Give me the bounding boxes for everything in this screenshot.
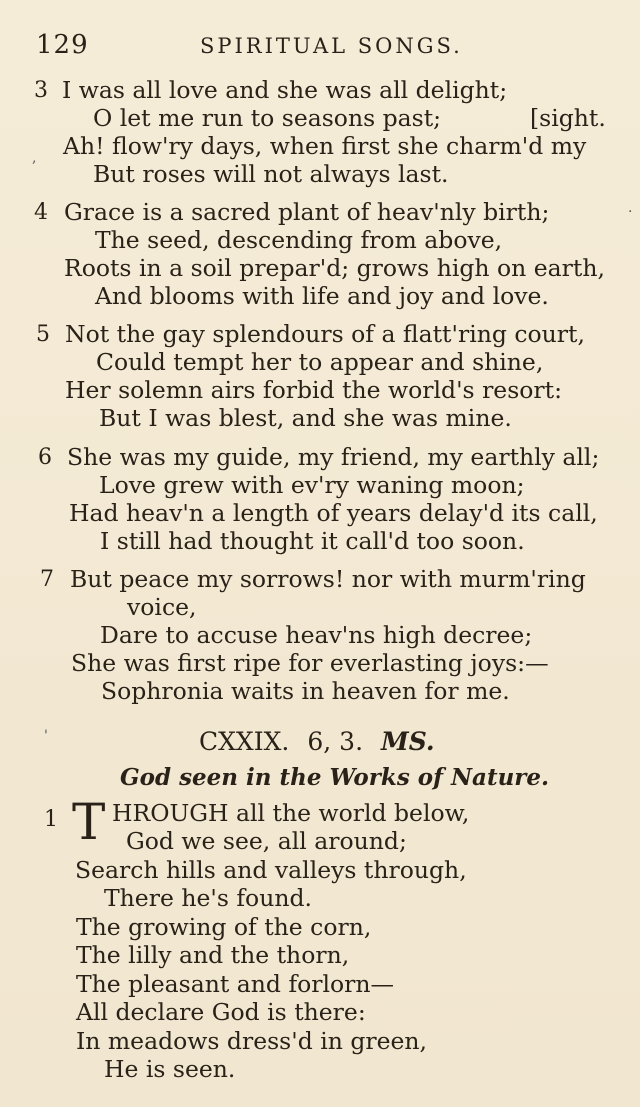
verse-line-turnover: voice,: [127, 593, 197, 621]
verse-line: Could tempt her to appear and shine,: [96, 348, 544, 376]
verse-line: Search hills and valleys through,: [75, 856, 467, 884]
verse-line: He is seen.: [104, 1055, 236, 1083]
verse-number: 7: [40, 567, 54, 592]
page-number: 129: [36, 30, 89, 60]
verse-number: 4: [34, 200, 48, 225]
verse-line: In meadows dress'd in green,: [76, 1027, 428, 1055]
verse-line: Ah! flow'ry days, when first she charm'd my: [63, 132, 587, 160]
verse-line: But peace my sorrows! nor with murm'ring: [70, 565, 586, 593]
verse-line-turnover: [sight.: [530, 104, 606, 132]
hymn-heading: [199, 727, 435, 756]
verse-line: Sophronia waits in heaven for me.: [101, 677, 510, 705]
verse-number: 3: [34, 78, 48, 103]
verse-line: Not the gay splendours of a flatt'ring court,: [65, 320, 585, 348]
verse-line: Had heav'n a length of years delay'd its call,: [69, 499, 598, 527]
hymn-number: CXXIX.: [199, 727, 290, 756]
verse-line: O let me run to seasons past;: [93, 104, 442, 132]
hymn-title: God seen in the Works of Nature.: [120, 764, 550, 791]
verse-number: 1: [44, 807, 58, 832]
verse-line: There he's found.: [104, 884, 312, 912]
verse-line: Love grew with ev'ry waning moon;: [99, 471, 525, 499]
verse-number: 5: [36, 322, 50, 347]
verse-line: She was first ripe for everlasting joys:—: [71, 649, 549, 677]
hymn-tune: MS.: [381, 727, 435, 756]
verse-line: Roots in a soil prepar'd; grows high on earth,: [64, 254, 605, 282]
verse-line: The pleasant and forlorn—: [76, 970, 395, 998]
drop-cap: T: [72, 793, 106, 851]
verse-line: Grace is a sacred plant of heav'nly birth;: [64, 198, 550, 226]
verse-line: The lilly and the thorn,: [76, 941, 350, 969]
verse-line: HROUGH all the world below,: [112, 799, 470, 827]
ink-speck: .: [628, 200, 633, 216]
verse-line: But roses will not always last.: [93, 160, 449, 188]
verse-line: Dare to accuse heav'ns high decree;: [100, 621, 533, 649]
verse-line: And blooms with life and joy and love.: [95, 282, 549, 310]
verse-line: I was all love and she was all delight;: [62, 76, 508, 104]
ink-speck: ,: [32, 150, 37, 166]
verse-line: Her solemn airs forbid the world's resort:: [65, 376, 563, 404]
running-head: SPIRITUAL SONGS.: [200, 34, 463, 58]
verse-line: All declare God is there:: [76, 998, 366, 1026]
verse-line: But I was blest, and she was mine.: [99, 404, 512, 432]
verse-number: 6: [38, 445, 52, 470]
page-header: [0, 24, 640, 64]
verse-line: The seed, descending from above,: [95, 226, 503, 254]
hymn-meter: 6, 3.: [307, 727, 364, 756]
verse-line: God we see, all around;: [126, 827, 407, 855]
ink-speck: ': [44, 728, 48, 744]
verse-line: The growing of the corn,: [76, 913, 372, 941]
verse-line: I still had thought it call'd too soon.: [100, 527, 525, 555]
verse-line: She was my guide, my friend, my earthly all;: [67, 443, 600, 471]
